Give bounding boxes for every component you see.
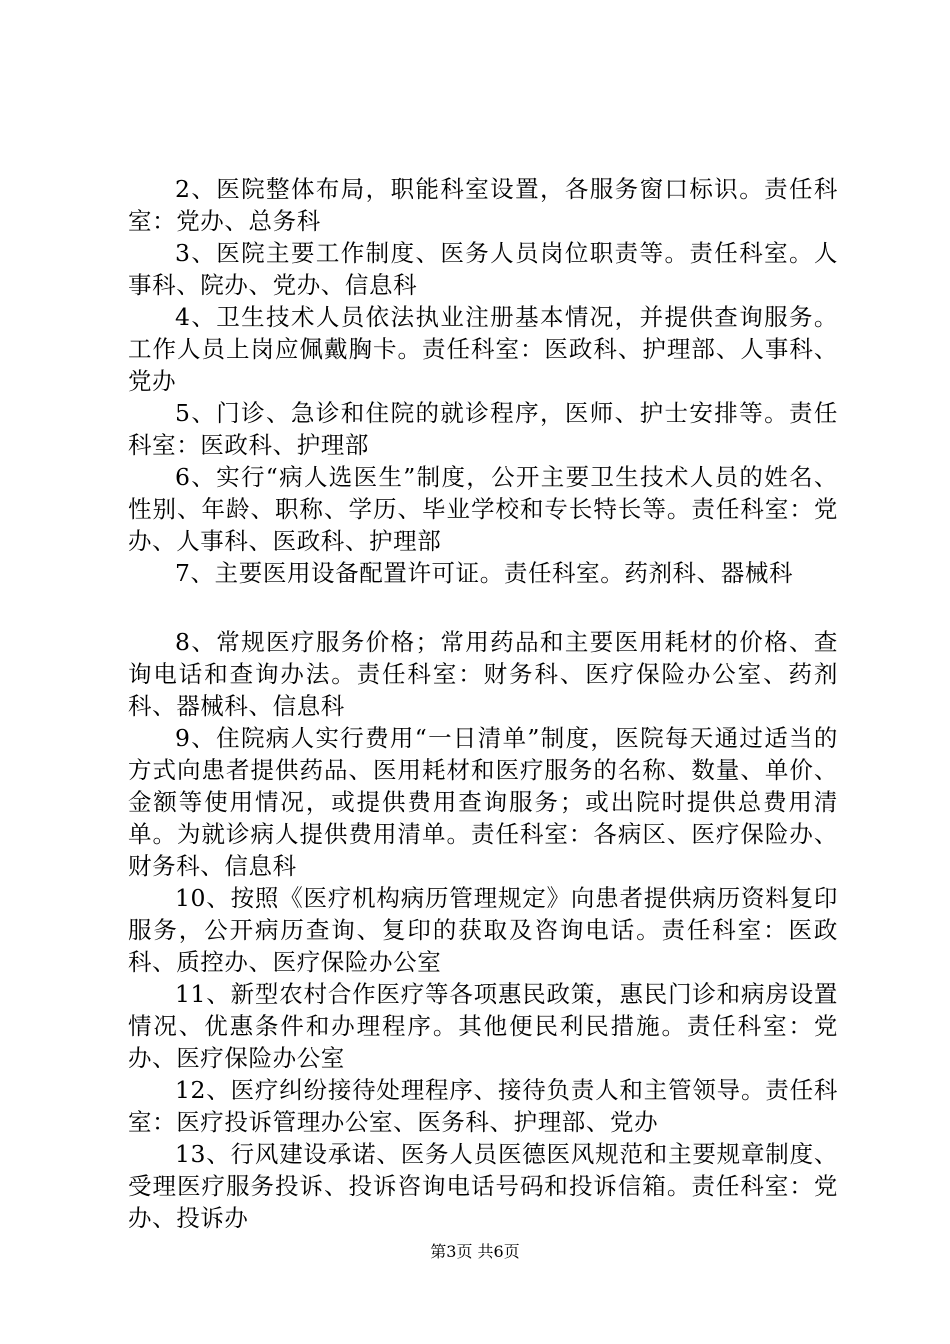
paragraph-item-5: 5、门诊、急诊和住院的就诊程序，医师、护士安排等。责任科室：医政科、护理部 bbox=[128, 399, 838, 459]
paragraph-item-10: 10、按照《医疗机构病历管理规定》向患者提供病历资料复印服务，公开病历查询、复印的获取及咨询电话。责任科室：医政科、质控办、医疗保险办公室 bbox=[128, 884, 838, 976]
page-number-footer: 第3页 共6页 bbox=[430, 1242, 520, 1261]
document-body bbox=[128, 173, 838, 1234]
paragraph-item-8: 8、常规医疗服务价格；常用药品和主要医用耗材的价格、查询电话和查询办法。责任科室：财务科、医疗保险办公室、药剂科、器械科、信息科 bbox=[128, 628, 838, 720]
paragraph-item-2: 2、医院整体布局，职能科室设置，各服务窗口标识。责任科室：党办、总务科 bbox=[128, 175, 838, 235]
paragraph-item-7: 7、主要医用设备配置许可证。责任科室。药剂科、器械科 bbox=[175, 559, 794, 587]
paragraph-item-9: 9、住院病人实行费用“一日清单”制度，医院每天通过适当的方式向患者提供药品、医用耗材和医疗服务的名称、数量、单价、金额等使用情况，或提供费用查询服务；或出院时提供总费用清单。为就诊病人提供费用清单。责任科室：各病区、医疗保险办、财务科、信息科 bbox=[128, 724, 838, 880]
paragraph-item-4: 4、卫生技术人员依法执业注册基本情况，并提供查询服务。工作人员上岗应佩戴胸卡。责任科室：医政科、护理部、人事科、党办 bbox=[128, 303, 838, 395]
paragraph-item-12: 12、医疗纠纷接待处理程序、接待负责人和主管领导。责任科室：医疗投诉管理办公室、医务科、护理部、党办 bbox=[128, 1076, 838, 1136]
paragraph-spacer bbox=[128, 589, 838, 626]
paragraph-item-13: 13、行风建设承诺、医务人员医德医风规范和主要规章制度、受理医疗服务投诉、投诉咨询电话号码和投诉信箱。责任科室：党办、投诉办 bbox=[128, 1140, 838, 1232]
paragraph-item-6: 6、实行“病人选医生”制度，公开主要卫生技术人员的姓名、性别、年龄、职称、学历、毕业学校和专长特长等。责任科室：党办、人事科、医政科、护理部 bbox=[128, 463, 838, 555]
paragraph-item-11: 11、新型农村合作医疗等各项惠民政策，惠民门诊和病房设置情况、优惠条件和办理程序。其他便民利民措施。责任科室：党办、医疗保险办公室 bbox=[128, 980, 838, 1072]
paragraph-item-3: 3、医院主要工作制度、医务人员岗位职责等。责任科室。人事科、院办、党办、信息科 bbox=[128, 239, 838, 299]
